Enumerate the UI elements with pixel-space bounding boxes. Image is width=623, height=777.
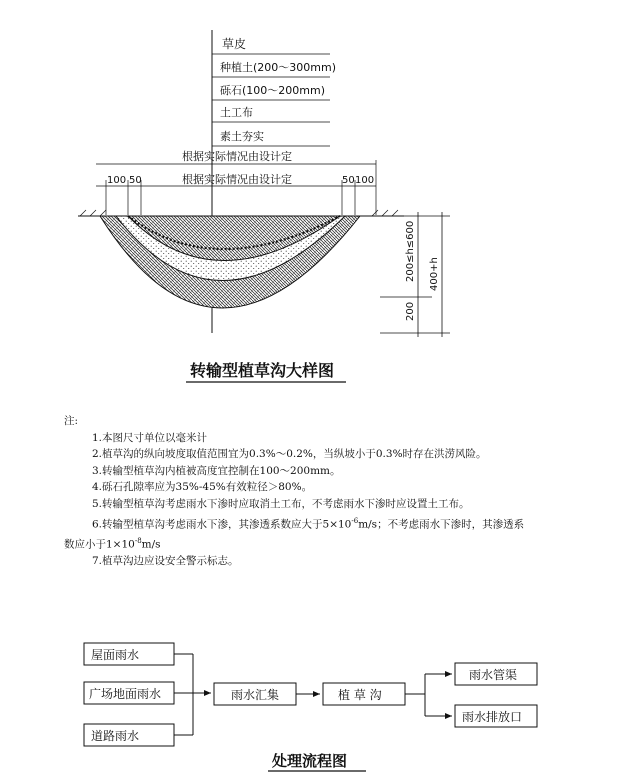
note-item-6-exp2: -8 [134,536,142,545]
dim-vertical-inner: 200≤h≤600 [405,220,416,282]
note-item-6 [64,513,534,553]
note-item-3: 3.转输型植草沟内植被高度宜控制在100～200mm。 [92,464,341,477]
note-item-7: 7.植草沟边应设安全警示标志。 [92,554,239,567]
detail-title: 转输型植草沟大样图 [190,361,335,380]
layer-label-geotextile: 土工布 [220,106,253,119]
flow-output-pipe: 雨水管渠 [469,668,518,682]
note-item-6-b: m/s；不考虑雨水下渗时，其渗透系数应小于1×10 [64,518,525,551]
dim-left-100: 100 [107,175,127,186]
note-item-4: 4.砾石孔隙率应为35%-45%有效粒径＞80%。 [92,481,313,494]
note-item-2: 2.植草沟的纵向坡度取值范围宜为0.3%～0.2%，当纵坡小于0.3%时存在洪涝风险。 [92,448,487,461]
vertical-dimension [380,212,450,337]
design-note-dim: 根据实际情况由设计定 [182,173,292,186]
swale-cross-section [78,210,404,308]
layer-label-turf: 草皮 [222,37,247,51]
flow-source-road: 道路雨水 [91,729,140,743]
flow-ditch: 植 草 沟 [338,688,382,702]
dim-vertical-lower: 200 [405,301,416,321]
flow-source-plaza: 广场地面雨水 [89,687,162,701]
width-dimension [96,149,376,215]
flow-chart [84,643,537,771]
layer-label-gravel: 砾石(100～200mm) [220,84,326,97]
flow-source-roof: 屋面雨水 [91,648,140,662]
dim-left-50: 50 [129,175,142,186]
dim-vertical-outer: 400+h [429,257,440,291]
note-item-6-a: 6.转输型植草沟考虑雨水下渗，其渗透系数应大于5×10 [92,518,352,531]
flow-title: 处理流程图 [272,752,348,770]
note-item-1: 1.本图尺寸单位以毫米计 [92,431,208,444]
notes-block [64,413,534,569]
note-item-6-exp1: -6 [351,516,359,525]
notes-heading: 注: [64,415,79,427]
dim-right-100: 100 [355,175,375,186]
design-note-top: 根据实际情况由设计定 [182,150,292,163]
note-item-5: 5.转输型植草沟考虑雨水下渗时应取消土工布，不考虑雨水下渗时应设置土工布。 [92,497,470,510]
note-item-6-c: m/s [141,538,161,551]
flow-collect: 雨水汇集 [231,688,280,702]
layer-label-compacted-soil: 素土夯实 [220,130,264,143]
layer-label-planting-soil: 种植土(200～300mm) [220,61,337,74]
dim-right-50: 50 [342,175,355,186]
flow-output-outlet: 雨水排放口 [462,710,523,724]
